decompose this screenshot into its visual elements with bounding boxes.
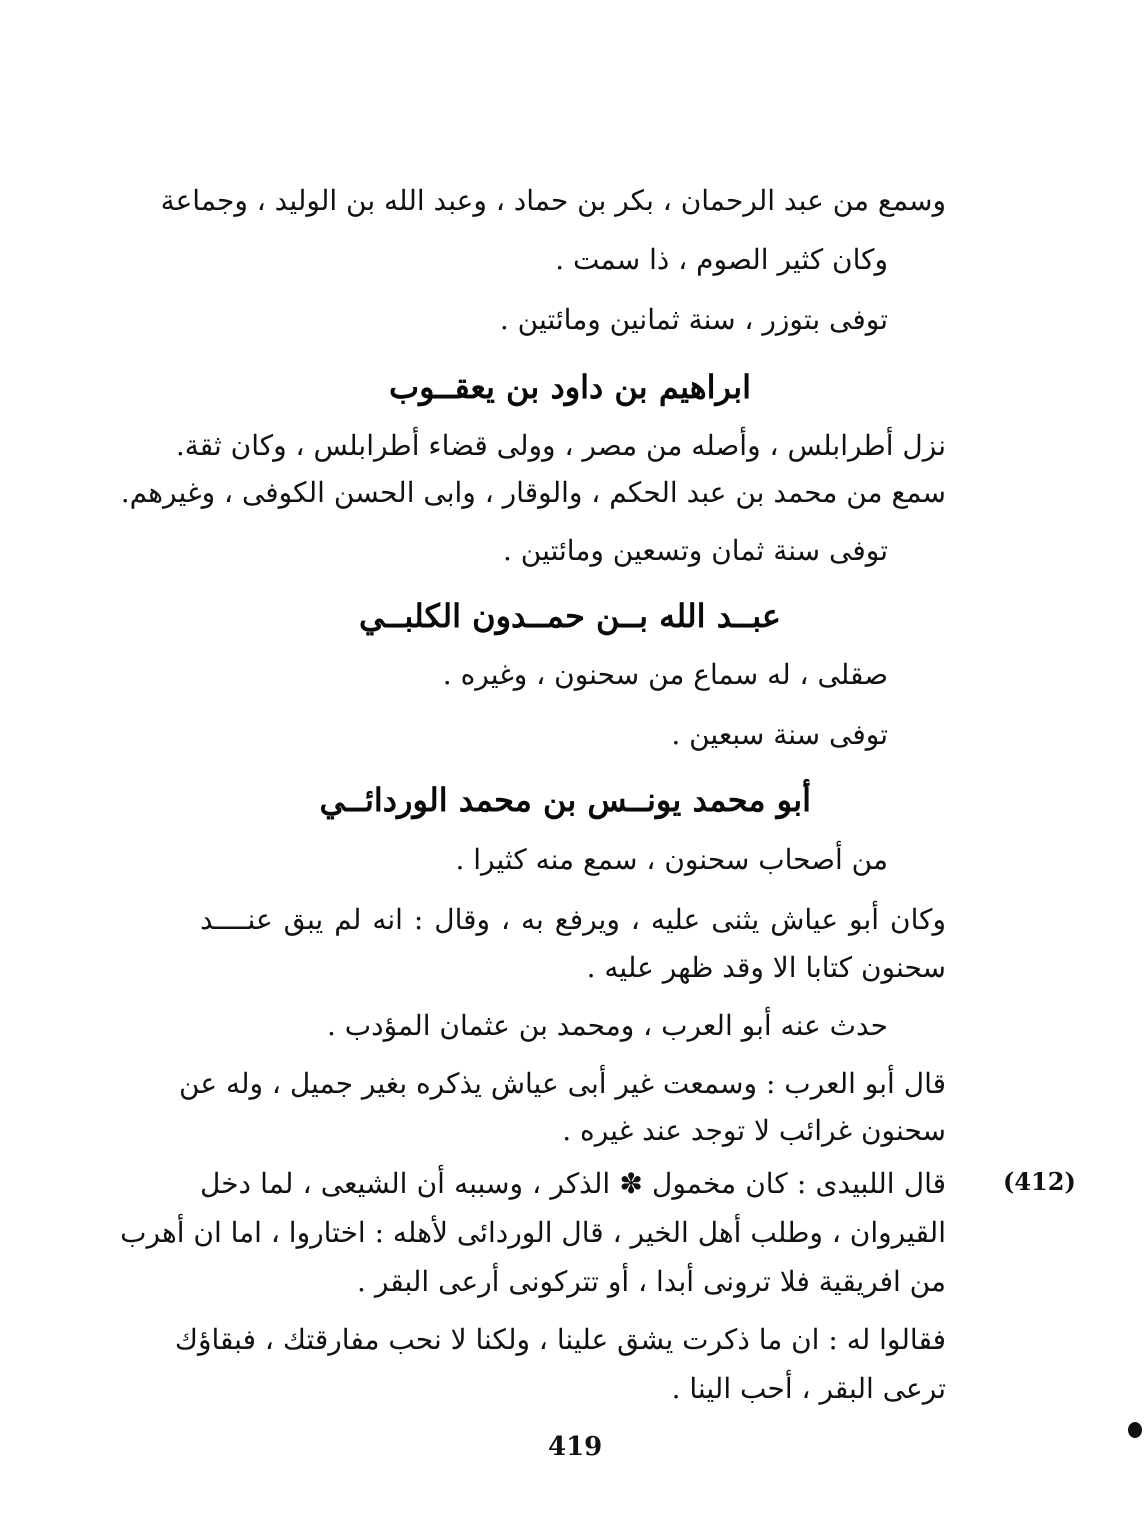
entry-2-line-1: نزل أطرابلس ، وأصله من مصر ، وولى قضاء أطرابلس ، وكان ثقة.	[175, 429, 946, 462]
entry-1-line-2: وكان كثير الصوم ، ذا سمت .	[555, 243, 888, 276]
entry-4-para-5-line-3: من افريقية فلا ترونى أبدا ، أو تتركونى أرعى البقر .	[357, 1265, 946, 1298]
entry-4-para-3: حدث عنه أبو العرب ، ومحمد بن عثمان المؤدب .	[326, 1009, 888, 1042]
entry-2-line-2: سمع من محمد بن عبد الحكم ، والوقار ، وابى الحسن الكوفى ، وغيرهم.	[120, 476, 946, 509]
entry-2-heading: ابراهيم بن داود بن يعقــوب	[388, 368, 751, 406]
entry-4-para-4-line-1: قال أبو العرب : وسمعت غير أبى عياش يذكره بغير جميل ، وله عن	[179, 1067, 946, 1100]
entry-3-line-1: صقلى ، له سماع من سحنون ، وغيره .	[442, 658, 888, 691]
entry-4-para-6-line-1: فقالوا له : ان ما ذكرت يشق علينا ، ولكنا لا نحب مفارقتك ، فبقاؤك	[174, 1323, 946, 1356]
entry-4-heading: أبو محمد يونــس بن محمد الوردائــي	[319, 781, 811, 819]
page-number: 419	[548, 1432, 603, 1462]
entry-4-para-4-line-2: سحنون غرائب لا توجد عند غيره .	[562, 1114, 946, 1147]
entry-1-line-3: توفى بتوزر ، سنة ثمانين ومائتين .	[499, 303, 888, 336]
entry-4-para-6-line-2: ترعى البقر ، أحب الينا .	[671, 1372, 946, 1405]
entry-3-heading: عبــد الله بــن حمــدون الكلبــي	[358, 597, 781, 635]
entry-4-para-2-line-2: سحنون كتابا الا وقد ظهر عليه .	[586, 951, 946, 984]
entry-4-para-5-line-2: القيروان ، وطلب أهل الخير ، قال الوردائى لأهله : اختاروا ، اما ان أهرب	[120, 1216, 946, 1249]
entry-4-para-2-line-1: وكان أبو عياش يثنى عليه ، ويرفع به ، وقال : انه لم يبق عنــــد	[200, 903, 946, 936]
entry-4-para-1: من أصحاب سحنون ، سمع منه كثيرا .	[455, 843, 888, 876]
entry-4-para-5-line-1: قال اللبيدى : كان مخمول ✽ الذكر ، وسببه أن الشيعى ، لما دخل	[200, 1167, 946, 1200]
margin-reference-number: (412)	[1003, 1167, 1076, 1196]
entry-2-line-3: توفى سنة ثمان وتسعين ومائتين .	[503, 534, 888, 567]
entry-3-line-2: توفى سنة سبعين .	[671, 718, 888, 751]
entry-1-line-1: وسمع من عبد الرحمان ، بكر بن حماد ، وعبد الله بن الوليد ، وجماعة	[160, 184, 946, 217]
scan-dot-mark	[1128, 1422, 1142, 1438]
